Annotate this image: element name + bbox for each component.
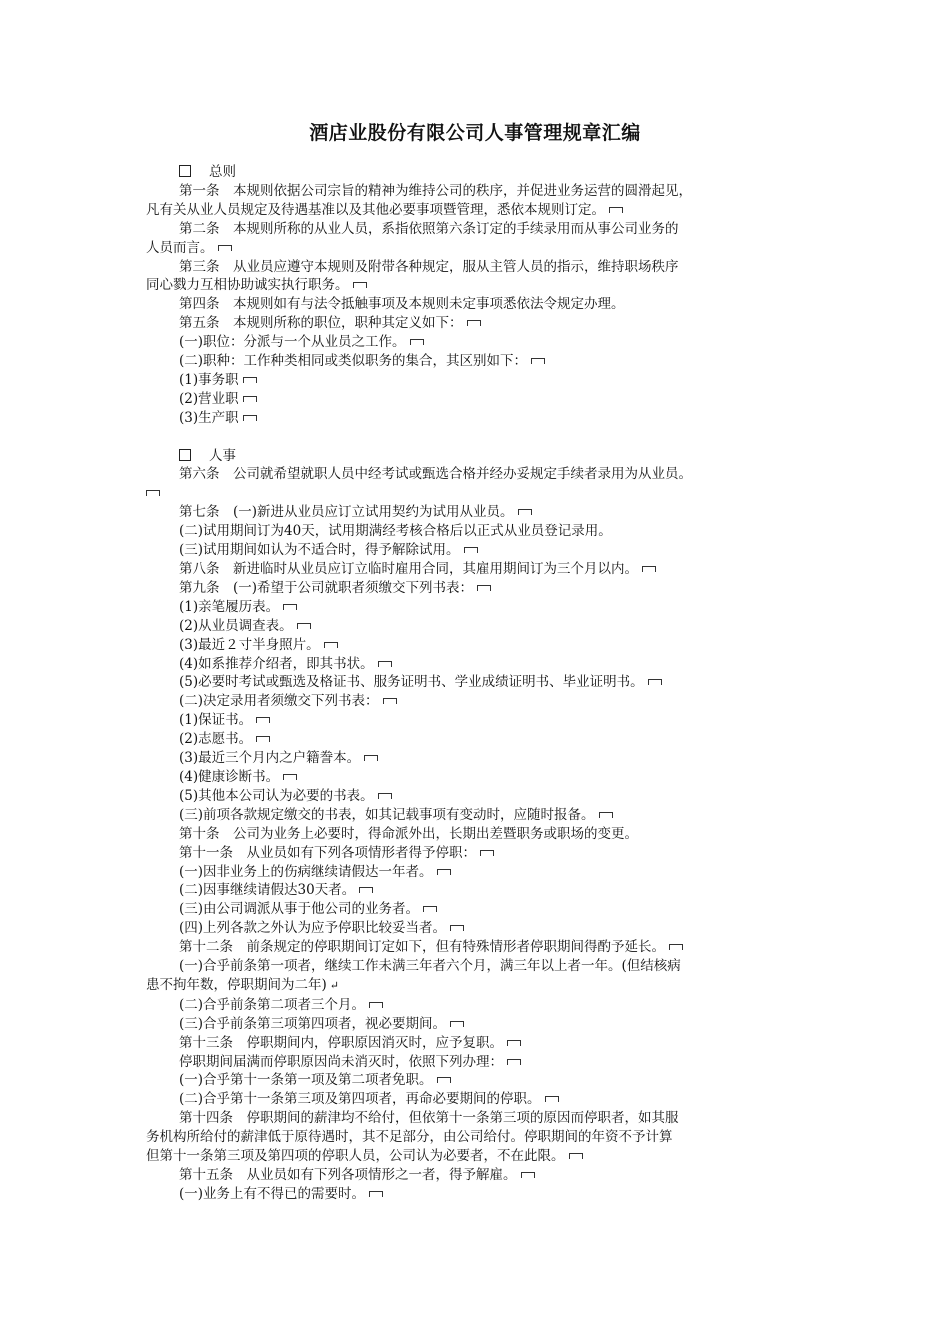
paragraph-mark-icon <box>353 282 367 288</box>
checkbox-square-icon <box>179 165 191 177</box>
paragraph-mark-icon <box>383 698 397 704</box>
article-2-line-2: 人员而言。 <box>146 239 814 258</box>
article-5-subitem-1: (1)事务职 <box>146 371 814 390</box>
blank-line <box>146 428 814 447</box>
article-9-subitem-5: (5)必要时考试或甄选及格证书、服务证明书、学业成绩证明书、毕业证明书。 <box>146 673 814 692</box>
article-15-item-1: (一)业务上有不得已的需要时。 <box>146 1185 814 1204</box>
paragraph-mark-icon <box>669 944 683 950</box>
paragraph-mark-icon <box>437 869 451 875</box>
document-title: 酒店业股份有限公司人事管理规章汇编 <box>309 122 641 144</box>
article-11-item-2: (二)因事继续请假达30天者。 <box>146 881 814 900</box>
article-12-item-1-line-1: (一)合乎前条第一项者，继续工作未满三年者六个月，满三年以上者一年。(但结核病 <box>179 958 681 975</box>
article-3-line-1: 第三条 从业员应遵守本规则及附带各种规定，服从主管人员的指示，维持职场秩序 <box>179 258 679 275</box>
article-9-2-subitem-5: (5)其他本公司认为必要的书表。 <box>146 787 814 806</box>
paragraph-mark-icon <box>531 358 545 364</box>
article-11: 第十一条 从业员如有下列各项情形者得予停职： <box>146 844 814 863</box>
paragraph-mark-icon <box>256 736 270 742</box>
article-12-item-3: (三)合乎前条第三项第四项者，视必要期间。 <box>146 1015 814 1034</box>
paragraph-mark-icon <box>146 490 160 496</box>
paragraph-mark-icon <box>364 755 378 761</box>
paragraph-mark-icon <box>464 547 478 553</box>
paragraph-mark-icon <box>324 642 338 648</box>
paragraph-mark-icon <box>243 415 257 421</box>
article-9-2-subitem-4: (4)健康诊断书。 <box>146 768 814 787</box>
paragraph-mark-icon <box>507 1059 521 1065</box>
paragraph-mark-icon <box>467 320 481 326</box>
article-6-mark-line <box>146 484 814 503</box>
paragraph-mark-icon <box>437 1077 451 1083</box>
article-11-item-3: (三)由公司调派从事于他公司的业务者。 <box>146 900 814 919</box>
article-13-item-1: (一)合乎第十一条第一项及第二项者免职。 <box>146 1071 814 1090</box>
paragraph-mark-icon <box>283 774 297 780</box>
paragraph-mark-icon <box>569 1153 583 1159</box>
paragraph-mark-icon <box>256 717 270 723</box>
paragraph-mark-icon <box>369 1002 383 1008</box>
article-9-2-subitem-3: (3)最近三个月内之户籍誊本。 <box>146 749 814 768</box>
article-11-item-4: (四)上列各款之外认为应予停职比较妥当者。 <box>146 919 814 938</box>
paragraph-mark-icon <box>521 1172 535 1178</box>
article-8: 第八条 新进临时从业员应订立临时雇用合同，其雇用期间订为三个月以内。 <box>146 560 814 579</box>
article-5-subitem-3: (3)生产职 <box>146 409 814 428</box>
paragraph-mark-icon <box>480 850 494 856</box>
article-14-line-1: 第十四条 停职期间的薪津均不给付，但依第十一条第三项的原因而停职者，如其服 <box>179 1110 679 1127</box>
article-9-subitem-2: (2)从业员调查表。 <box>146 617 814 636</box>
paragraph-mark-icon <box>642 566 656 572</box>
article-11-item-1: (一)因非业务上的伤病继续请假达一年者。 <box>146 863 814 882</box>
article-9-2-subitem-1: (1)保证书。 <box>146 711 814 730</box>
article-1-line-1: 第一条 本规则依据公司宗旨的精神为维持公司的秩序，并促进业务运营的圆滑起见， <box>179 182 692 199</box>
article-9-subitem-3: (3)最近２寸半身照片。 <box>146 636 814 655</box>
paragraph-mark-icon <box>423 906 437 912</box>
article-13-para-2: 停职期间届满而停职原因尚未消灭时，依照下列办理： <box>146 1053 814 1072</box>
article-2-line-1: 第二条 本规则所称的从业人员，系指依照第六条订定的手续录用而从事公司业务的 <box>179 220 679 237</box>
paragraph-end-icon: ↵ <box>329 978 339 992</box>
paragraph-mark-icon <box>243 396 257 402</box>
paragraph-mark-icon <box>218 245 232 251</box>
article-9-subitem-1: (1)亲笔履历表。 <box>146 598 814 617</box>
paragraph-mark-icon <box>545 1096 559 1102</box>
article-7: 第七条 (一)新进从业员应订立试用契约为试用从业员。 <box>146 503 814 522</box>
article-5-subitem-2: (2)营业职 <box>146 390 814 409</box>
section-heading-general: 总则 <box>146 163 814 182</box>
article-7-item-2: (二)试用期间订为40天，试用期满经考核合格后以正式从业员登记录用。 <box>179 523 612 540</box>
paragraph-mark-icon <box>369 1191 383 1197</box>
article-13: 第十三条 停职期间内，停职原因消灭时，应予复职。 <box>146 1034 814 1053</box>
article-1-line-2: 凡有关从业人员规定及待遇基准以及其他必要事项暨管理，悉依本规则订定。 <box>146 201 814 220</box>
paragraph-mark-icon <box>648 679 662 685</box>
paragraph-mark-icon <box>410 339 424 345</box>
article-4: 第四条 本规则如有与法令抵触事项及本规则未定事项悉依法令规定办理。 <box>179 296 625 313</box>
article-12-item-1-line-2: 患不拘年数，停职期间为二年) ↵ <box>146 976 339 993</box>
paragraph-mark-icon <box>599 812 613 818</box>
article-14-line-3: 但第十一条第三项及第四项的停职人员，公司认为必要者，不在此限。 <box>146 1147 814 1166</box>
article-9-subitem-4: (4)如系推荐介绍者，即其书状。 <box>146 655 814 674</box>
article-15: 第十五条 从业员如有下列各项情形之一者，得予解雇。 <box>146 1166 814 1185</box>
article-3-line-2: 同心戮力互相协助诚实执行职务。 <box>146 276 814 295</box>
article-9-item-2: (二)决定录用者须缴交下列书表： <box>146 692 814 711</box>
paragraph-mark-icon <box>359 887 373 893</box>
article-10: 第十条 公司为业务上必要时，得命派外出，长期出差暨职务或职场的变更。 <box>179 825 638 842</box>
article-13-item-2: (二)合乎第十一条第三项及第四项者，再命必要期间的停职。 <box>146 1090 814 1109</box>
paragraph-mark-icon <box>243 377 257 383</box>
checkbox-square-icon <box>179 449 191 461</box>
article-9: 第九条 (一)希望于公司就职者须缴交下列书表： <box>146 579 814 598</box>
article-6: 第六条 公司就希望就职人员中经考试或甄选合格并经办妥规定手续者录用为从业员。 <box>179 466 692 483</box>
article-9-item-3: (三)前项各款规定缴交的书表，如其记载事项有变动时，应随时报备。 <box>146 806 814 825</box>
paragraph-mark-icon <box>450 1021 464 1027</box>
article-5-item-1: (一)职位：分派与一个从业员之工作。 <box>146 333 814 352</box>
document-body <box>146 163 814 1204</box>
paragraph-mark-icon <box>297 623 311 629</box>
section-heading-personnel: 人事 <box>146 447 814 466</box>
paragraph-mark-icon <box>378 661 392 667</box>
article-9-2-subitem-2: (2)志愿书。 <box>146 730 814 749</box>
paragraph-mark-icon <box>507 1040 521 1046</box>
paragraph-mark-icon <box>609 207 623 213</box>
paragraph-mark-icon <box>450 925 464 931</box>
article-5-item-2: (二)职种：工作种类相同或类似职务的集合，其区别如下： <box>146 352 814 371</box>
paragraph-mark-icon <box>518 509 532 515</box>
article-5: 第五条 本规则所称的职位，职种其定义如下： <box>146 314 814 333</box>
article-14-line-2: 务机构所给付的薪津低于原待遇时，其不足部分，由公司给付。停职期间的年资不予计算 <box>146 1129 673 1146</box>
paragraph-mark-icon <box>378 793 392 799</box>
article-7-item-3: (三)试用期间如认为不适合时，得予解除试用。 <box>146 541 814 560</box>
article-12: 第十二条 前条规定的停职期间订定如下，但有特殊情形者停职期间得酌予延长。 <box>146 938 814 957</box>
paragraph-mark-icon <box>477 585 491 591</box>
article-12-item-2: (二)合乎前条第二项者三个月。 <box>146 996 814 1015</box>
paragraph-mark-icon <box>283 604 297 610</box>
